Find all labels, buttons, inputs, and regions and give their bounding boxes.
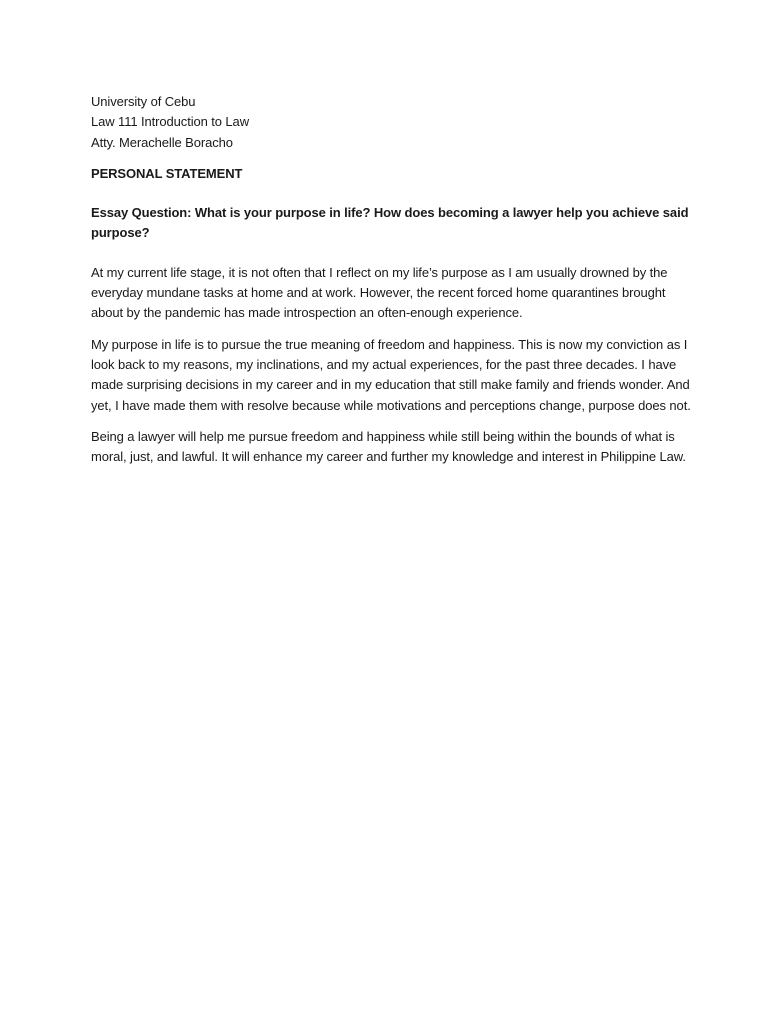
institution-line: University of Cebu (91, 94, 196, 109)
paragraph-3: Being a lawyer will help me pursue freedom and happiness while still being within the bounds of what is moral, just, and lawful. It will enhance my career and further my knowledge and interest in Philippine Law. (91, 428, 686, 465)
course-line: Law 111 Introduction to Law (91, 114, 249, 130)
essay-question: Essay Question: What is your purpose in life? How does becoming a lawyer help you achieve said purpose? (91, 205, 689, 241)
paragraph-1: At my current life stage, it is not often that I reflect on my life’s purpose as I am usually drowned by the everyday mundane tasks at home and at work. However, the recent forced home quarantines brought about by the pandemic has made introspection an often-enough experience. (91, 264, 668, 321)
document-title: PERSONAL STATEMENT (91, 165, 243, 181)
instructor-line: Atty. Merachelle Boracho (91, 134, 233, 150)
document-body (91, 92, 691, 467)
paragraph-2: My purpose in life is to pursue the true meaning of freedom and happiness. This is now my conviction as I look back to my reasons, my inclinations, and my actual experiences, for the past three decades. I have made surprising decisions in my career and in my education that still make family and friends wonder. And yet, I have made them with resolve because while motivations and perceptions change, purpose does not. (91, 336, 691, 413)
